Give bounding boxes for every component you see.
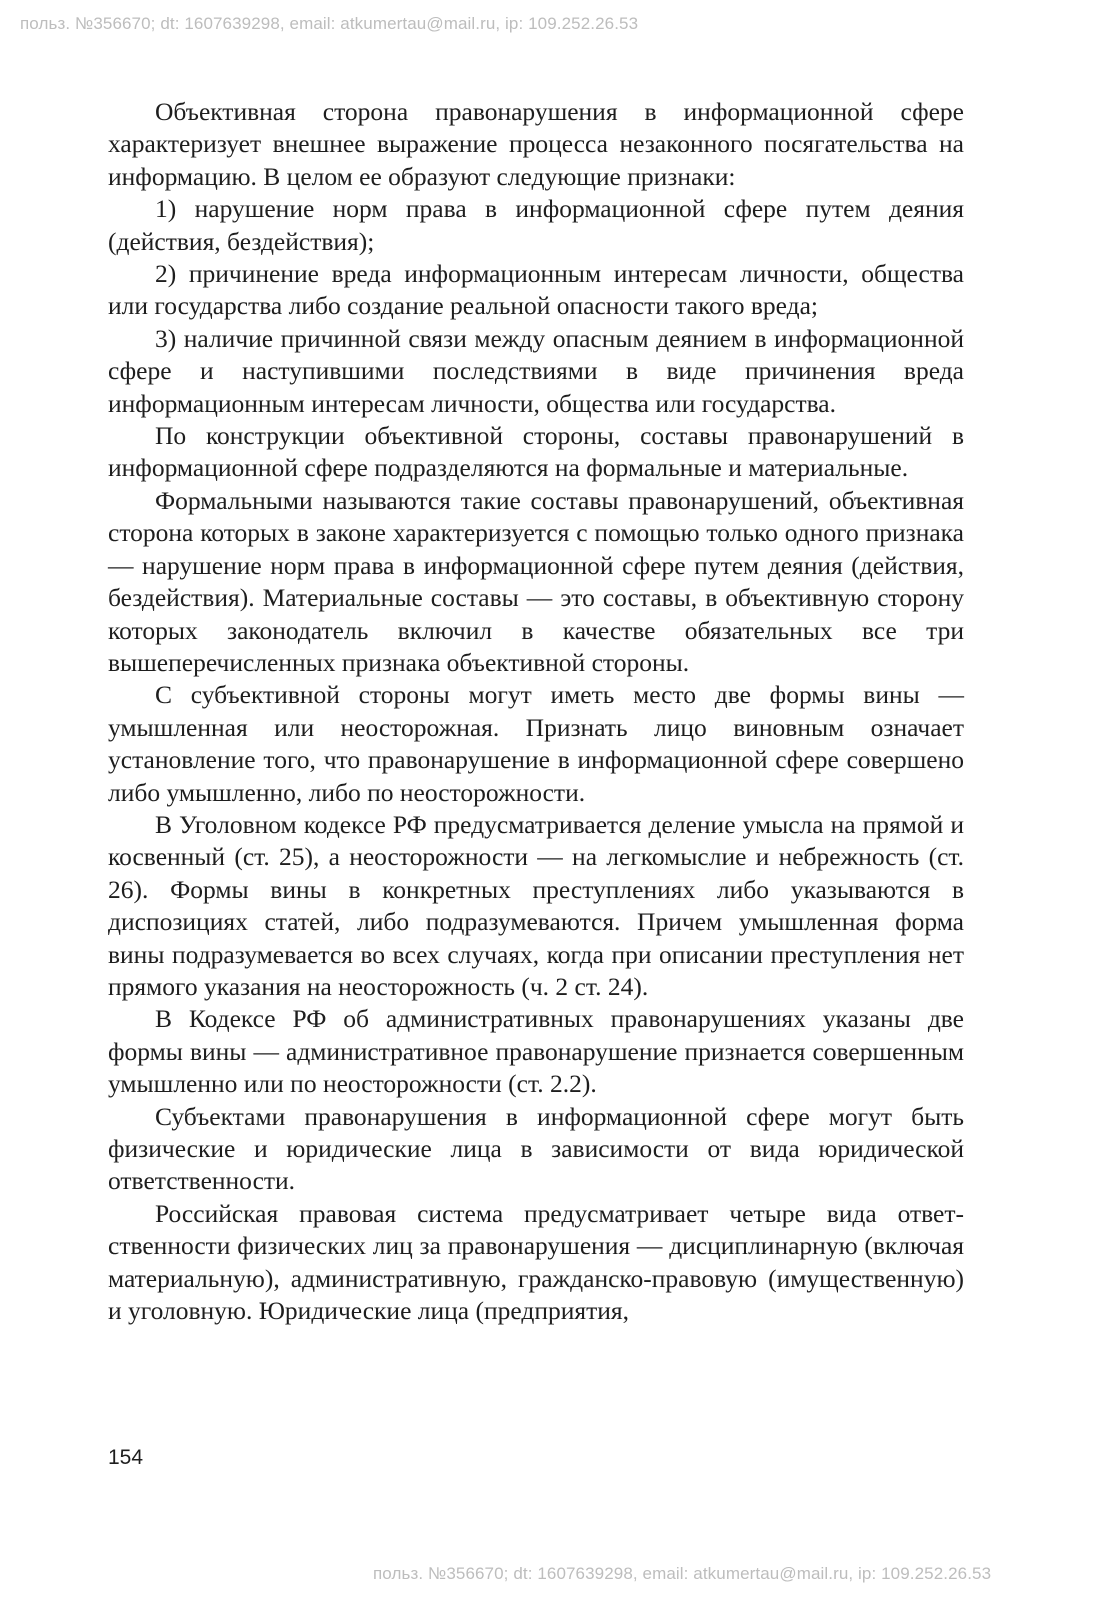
paragraph: Формальными называются такие составы правонарушений, объективная сторона которых в законе характеризуется с помощью только одного признака — нарушение норм права в информационной сфере путем деяния (действия, бездействия). Материальные составы — это составы, в объективную сторону которых законодатель включил в качестве обязательных все три вышеперечисленных признака объективной стороны. (108, 485, 964, 677)
paragraph: Субъектами правонарушения в информационной сфере могут быть физические и юридические лица в зависимости от вида юридической ответственности. (108, 1101, 964, 1196)
page-number: 154 (108, 1446, 144, 1469)
page-body (108, 96, 964, 1327)
paragraph: 3) наличие причинной связи между опасным деянием в информационной сфере и наступившими последствиями в виде причинения вреда информационным интересам личности, общества или государства. (108, 323, 964, 418)
paragraph: В Кодексе РФ об административных правонарушениях указаны две формы вины — административное правонарушение признается совершенным умышленно или по неосторожности (ст. 2.2). (108, 1004, 964, 1099)
paragraph: В Уголовном кодексе РФ предусматривается деление умысла на прямой и косвенный (ст. 25), а неосторожности — на легкомыслие и небрежность (ст. 26). Формы вины в конкретных преступлениях либо указываются в диспозициях статей, либо подразумеваются. Причем умышленная форма вины подразумевается во всех случаях, когда при описании преступления нет прямого указания на неосторожность (ч. 2 ст. 24). (108, 809, 964, 1001)
paragraph: По конструкции объективной стороны, составы правонарушений в информационной сфере подразделяются на формальные и материальные. (108, 421, 964, 483)
paragraph: Объективная сторона правонарушения в информационной сфере характеризует внешнее выражение процесса незаконного посягательства на информацию. В целом ее образуют следующие признаки: (108, 97, 964, 191)
watermark-top: польз. №356670; dt: 1607639298, email: atkumertau@mail.ru, ip: 109.252.26.53 (20, 14, 639, 33)
paragraph: 2) причинение вреда информационным интересам личности, общества или государства либо создание реальной опасности такого вреда; (108, 259, 964, 321)
paragraph: Российская правовая система предусматривает четыре вида ответственности физических лиц за правонарушения — дисциплинарную (включая материальную), административную, гражданско-правовую (имущественную) и уголовную. Юридические лица (предприятия, (108, 1198, 964, 1326)
paragraph: С субъективной стороны могут иметь место две формы вины — умышленная или неосторожная. Признать лицо виновным означает установление того, что правонарушение в информационной сфере совершено либо умышленно, либо по неосторожности. (108, 680, 964, 807)
paragraph: 1) нарушение норм права в информационной сфере путем деяния (действия, бездействия); (108, 194, 964, 256)
watermark-bottom: польз. №356670; dt: 1607639298, email: atkumertau@mail.ru, ip: 109.252.26.53 (373, 1564, 992, 1583)
